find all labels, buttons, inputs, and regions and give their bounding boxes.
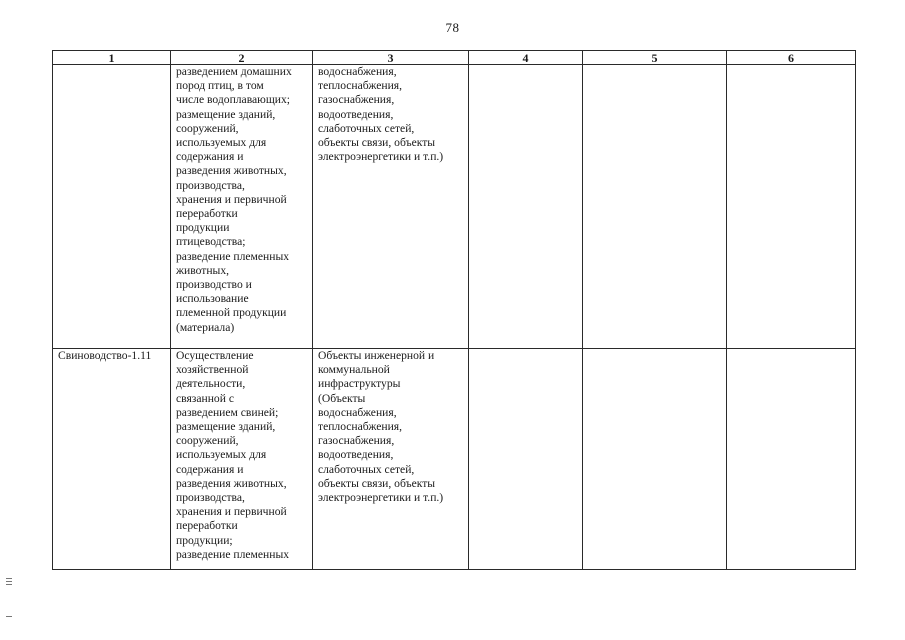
table-cell-col4 <box>469 349 583 570</box>
table-row <box>53 349 856 570</box>
table-cell-auxiliary-uses: Объекты инженерной и коммунальной инфраструктуры (Объекты водоснабжения, теплоснабжения, газоснабжения, водоотведения, слаботочных сетей, объекты связи, объекты электроэнергетики и т.п.) <box>313 349 469 570</box>
table-row <box>53 65 856 349</box>
column-header-4: 4 <box>469 51 583 65</box>
table-cell-col5 <box>583 349 727 570</box>
header-row <box>53 51 856 65</box>
column-header-3: 3 <box>313 51 469 65</box>
column-header-2: 2 <box>171 51 313 65</box>
table-cell-description: Осуществление хозяйственной деятельности, связанной с разведением свиней; размещение зданий, сооружений, используемых для содержания и разведения животных, производства, хранения и первичной переработки продукции; разведение племенных <box>171 349 313 570</box>
table-cell-auxiliary-uses: водоснабжения, теплоснабжения, газоснабжения, водоотведения, слаботочных сетей, объекты связи, объекты электроэнергетики и т.п.) <box>313 65 469 349</box>
zoning-table <box>52 50 856 570</box>
table-cell-col6 <box>727 349 856 570</box>
column-header-6: 6 <box>727 51 856 65</box>
column-header-5: 5 <box>583 51 727 65</box>
scan-mark <box>6 581 12 582</box>
table-cell-use-type <box>53 65 171 349</box>
scan-mark <box>6 616 12 617</box>
scan-mark <box>6 584 12 585</box>
table-cell-col4 <box>469 65 583 349</box>
page-number: 78 <box>445 20 460 35</box>
column-header-1: 1 <box>53 51 171 65</box>
table-cell-use-type: Свиноводство-1.11 <box>53 349 171 570</box>
table-cell-description: разведением домашних пород птиц, в том числе водоплавающих; размещение зданий, сооружений, используемых для содержания и разведения животных, производства, хранения и первичной переработки продукции птицеводства; разведение племенных животных, производство и использование племенной продукции (материала) <box>171 65 313 349</box>
table-cell-col5 <box>583 65 727 349</box>
table-cell-col6 <box>727 65 856 349</box>
scan-mark <box>6 578 12 579</box>
